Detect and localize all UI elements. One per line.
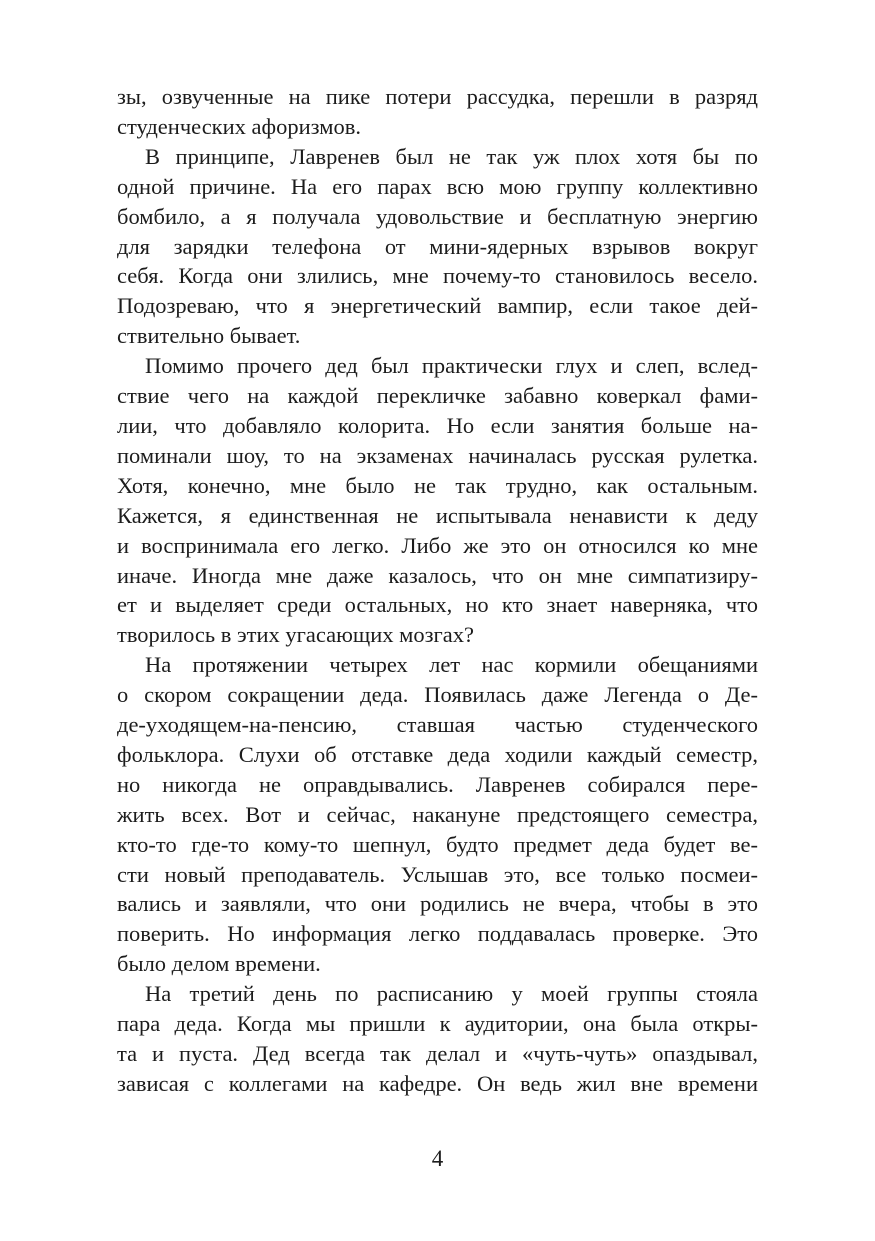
text-line: На третий день по расписанию у моей группы стояла	[145, 981, 758, 1007]
paragraph	[117, 351, 758, 650]
page-number: 4	[431, 1146, 444, 1171]
text-line: Хотя, конечно, мне было не так трудно, как остальным.	[117, 472, 758, 498]
text-line: фольклора. Слухи об отставке деда ходили каждый семестр,	[117, 741, 758, 767]
text-line: Подозреваю, что я энергетический вампир, если такое дей-	[117, 293, 758, 319]
text-line: ствие чего на каждой перекличке забавно коверкал фами-	[117, 383, 758, 409]
text-line: та и пуста. Дед всегда так делал и «чуть-чуть» опаздывал,	[117, 1041, 758, 1066]
text-line: кто-то где-то кому-то шепнул, будто предмет деда будет ве-	[117, 831, 758, 857]
text-line: вались и заявляли, что они родились не вчера, чтобы в это	[117, 891, 758, 917]
text-line: себя. Когда они злились, мне почему-то становилось весело.	[117, 263, 758, 289]
text-line: и воспринимала его легко. Либо же это он относился ко мне	[117, 532, 758, 558]
text-line: сти новый преподаватель. Услышав это, все только посмеи-	[117, 861, 758, 887]
text-line: одной причине. На его парах всю мою группу коллективно	[117, 173, 758, 199]
text-line: иначе. Иногда мне даже казалось, что он мне симпатизиру-	[117, 562, 758, 588]
text-line: ствительно бывает.	[117, 323, 301, 349]
text-line: зависая с коллегами на кафедре. Он ведь жил вне времени	[117, 1070, 758, 1096]
text-line: для зарядки телефона от мини-ядерных взрывов вокруг	[117, 233, 758, 259]
text-line: студенческих афоризмов.	[117, 113, 361, 139]
text-line: На протяжении четырех лет нас кормили обещаниями	[145, 652, 758, 678]
text-line: лии, что добавляло колорита. Но если занятия больше на-	[117, 412, 758, 438]
text-line: ет и выделяет среди остальных, но кто знает наверняка, что	[117, 592, 758, 618]
book-page-text	[117, 82, 758, 1099]
text-line: поверить. Но информация легко поддавалась проверке. Это	[117, 921, 758, 947]
text-line: творилось в этих угасающих мозгах?	[117, 622, 475, 648]
text-line: бомбило, а я получала удовольствие и бесплатную энергию	[117, 203, 758, 229]
text-line: Кажется, я единственная не испытывала ненависти к деду	[117, 502, 758, 528]
paragraph	[117, 142, 758, 351]
text-line: В принципе, Лавренев был не так уж плох хотя бы по	[145, 143, 758, 169]
paragraph	[117, 979, 758, 1099]
text-line: но никогда не оправдывались. Лавренев собирался пере-	[117, 771, 758, 797]
text-line: пара деда. Когда мы пришли к аудитории, она была откры-	[117, 1011, 758, 1037]
text-line: было делом времени.	[117, 951, 321, 977]
text-line: Помимо прочего дед был практически глух и слеп, вслед-	[145, 353, 758, 379]
text-line: поминали шоу, то на экзаменах начиналась русская рулетка.	[117, 442, 758, 468]
text-line: о скором сокращении деда. Появилась даже Легенда о Де-	[117, 682, 758, 708]
text-line: жить всех. Вот и сейчас, накануне предстоящего семестра,	[117, 801, 758, 827]
paragraph	[117, 650, 758, 979]
paragraph	[117, 82, 758, 142]
text-line: зы, озвученные на пике потери рассудка, перешли в разряд	[117, 84, 758, 109]
text-line: де-уходящем-на-пенсию, ставшая частью студенческого	[117, 712, 758, 738]
